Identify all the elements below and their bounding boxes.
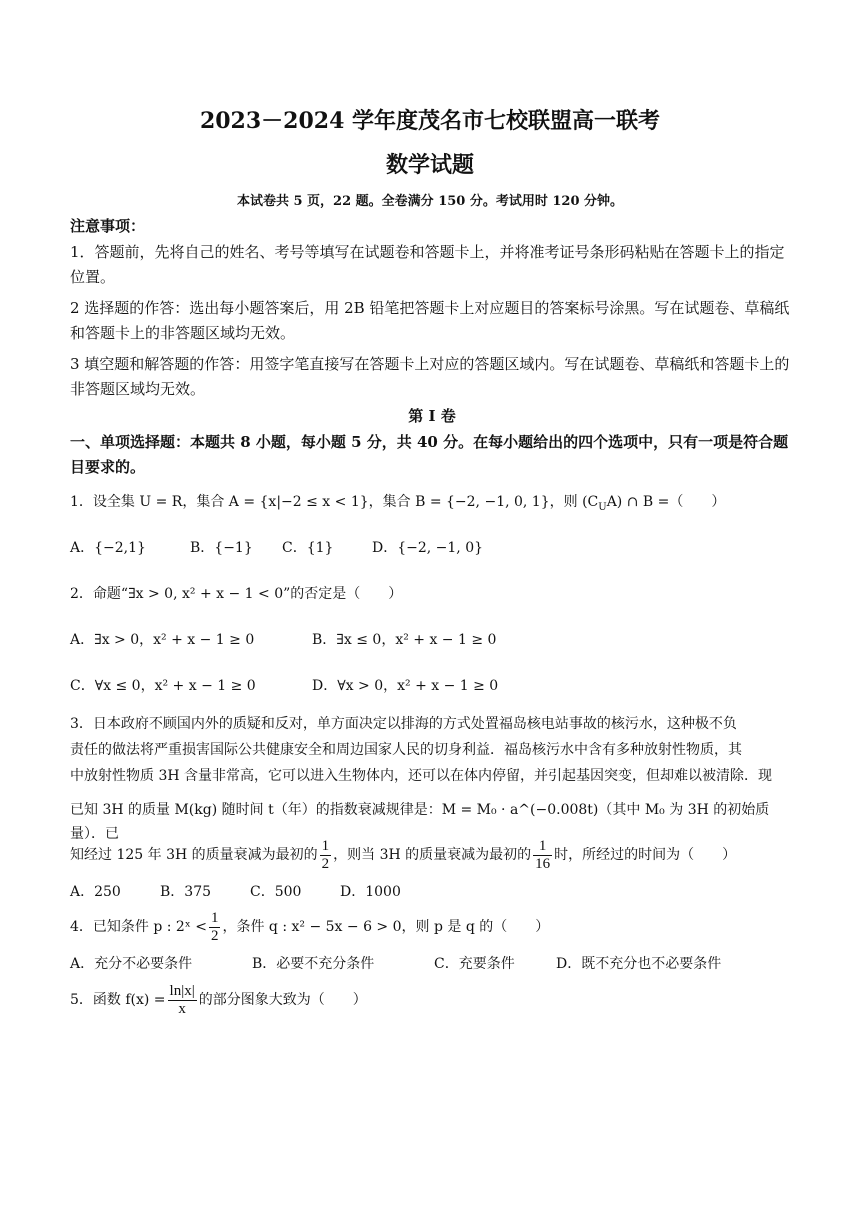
exam-title: 2023－2024 学年度茂名市七校联盟高一联考 [199, 108, 661, 134]
volume-label: 第 I 卷 [408, 407, 456, 425]
notice-item-2: 2 选择题的作答：选出每小题答案后，用 2B 铅笔把答题卡上对应题目的答案标号涂黑。写在试题卷、草稿纸和答题卡上的非答题区域均无效。 [70, 299, 790, 342]
question-1-stem [70, 490, 794, 520]
q2-option-c: C．∀x ≤ 0，x² + x − 1 ≥ 0 [70, 678, 256, 694]
q3-fraction-half: $\frac{1}{2}$ [321, 837, 330, 872]
question-3-line-4: 已知 3H 的质量 M(kg) 随时间 t（年）的指数衰减规律是：M = M₀ · a^(−0.008t)（其中 M₀ 为 3H 的初始质量）．已 [70, 802, 770, 842]
q3-line5-part-b: ，则当 3H 的质量衰减为最初的 [333, 847, 532, 863]
q4-option-b: B．必要不充分条件 [252, 956, 375, 972]
question-3-line-5 [70, 836, 794, 874]
notice-item-1: 1．答题前，先将自己的姓名、考号等填写在试题卷和答题卡上，并将准考证号条形码粘贴在答题卡上的指定位置。 [70, 243, 785, 286]
exam-subtitle: 数学试题 [385, 152, 474, 178]
q3-fraction-sixteenth: $\frac{1}{16}$ [535, 837, 551, 872]
exam-info: 本试卷共 5 页，22 题。全卷满分 150 分。考试用时 120 分钟。 [236, 194, 624, 209]
q2-option-d: D．∀x > 0，x² + x − 1 ≥ 0 [312, 678, 499, 694]
q3-line5-part-c: 时，所经过的时间为（ ） [554, 847, 737, 863]
q3-option-b: B．375 [160, 884, 212, 900]
q4-option-a: A．充分不必要条件 [70, 956, 193, 972]
question-4-stem [70, 908, 794, 946]
q2-option-a: A．∃x > 0，x² + x − 1 ≥ 0 [70, 632, 255, 648]
q4-stem-part-a: 4．已知条件 p : 2ˣ < [70, 919, 207, 935]
q4-stem-part-b: ，条件 q : x² − 5x − 6 > 0，则 p 是 q 的（ ） [222, 919, 550, 935]
q5-fraction: $\frac{\ln|x|}{x}$ [169, 982, 195, 1017]
q3-line5-part-a: 知经过 125 年 3H 的质量衰减为最初的 [70, 847, 318, 863]
q3-option-a: A．250 [70, 884, 121, 900]
q1-option-b: B．{−1} [190, 540, 253, 556]
q1-stem-part-b: A) ∩ B =（ ） [606, 494, 726, 510]
question-5-stem [70, 980, 794, 1020]
q4-option-c: C．充要条件 [434, 956, 515, 972]
q3-option-c: C．500 [250, 884, 302, 900]
q5-stem-part-a: 5．函数 f(x) = [70, 992, 166, 1008]
q1-stem-sub: U [598, 501, 607, 513]
q3-option-d: D．1000 [340, 884, 401, 900]
notice-item-3: 3 填空题和解答题的作答：用签字笔直接写在答题卡上对应的答题区域内。写在试题卷、草稿纸和答题卡上的非答题区域均无效。 [70, 355, 790, 398]
section1-heading: 一、单项选择题：本题共 8 小题，每小题 5 分，共 40 分。在每小题给出的四个选项中，只有一项是符合题目要求的。 [70, 433, 789, 476]
q1-option-c: C．{1} [282, 540, 334, 556]
q5-stem-part-b: 的部分图象大致为（ ） [198, 992, 367, 1008]
question-3-line-2: 责任的做法将严重损害国际公共健康安全和周边国家人民的切身利益．福岛核污水中含有多种放射性物质，其 [70, 742, 742, 758]
question-3-line-3: 中放射性物质 3H 含量非常高，它可以进入生物体内，还可以在体内停留，并引起基因突变，但却难以被清除．现 [70, 768, 773, 784]
q1-option-a: A．{−2,1} [70, 540, 146, 556]
q4-option-d: D．既不充分也不必要条件 [556, 956, 722, 972]
question-2-stem: 2．命题“∃x > 0, x² + x − 1 < 0”的否定是（ ） [70, 586, 403, 602]
q1-option-d: D．{−2, −1, 0} [372, 540, 484, 556]
question-3-line-1: 3．日本政府不顾国内外的质疑和反对，单方面决定以排海的方式处置福岛核电站事故的核污水，这种极不负 [70, 716, 737, 732]
q4-fraction-half: $\frac{1}{2}$ [210, 909, 219, 944]
q2-option-b: B．∃x ≤ 0，x² + x − 1 ≥ 0 [312, 632, 497, 648]
q1-stem-part-a: 1．设全集 U = R，集合 A = {x|−2 ≤ x < 1}，集合 B = {−2, −1, 0, 1}，则 (C [70, 494, 599, 510]
notice-heading: 注意事项： [70, 217, 146, 235]
